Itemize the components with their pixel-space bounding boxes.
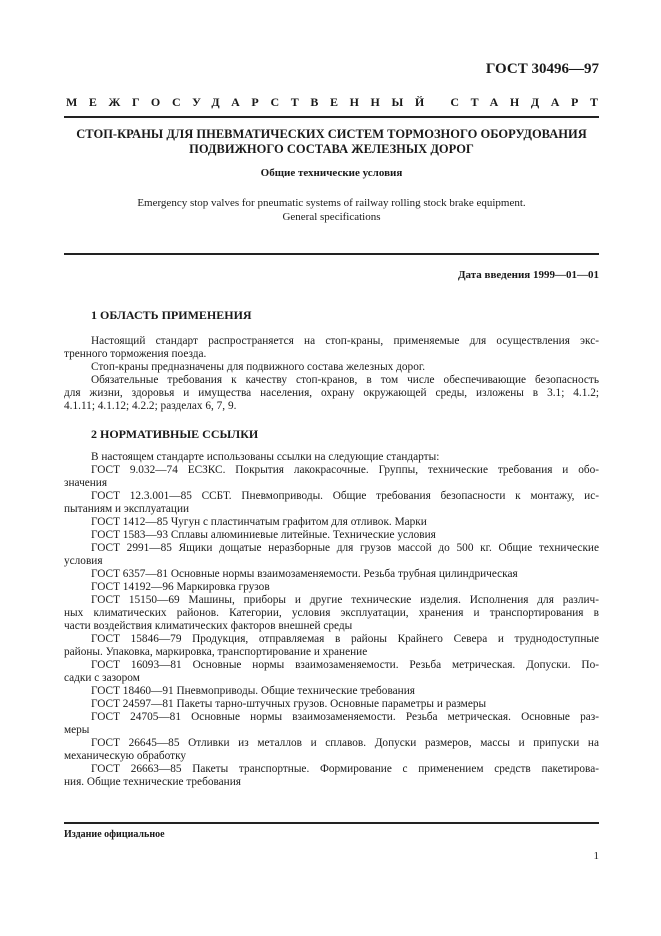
document-title (64, 127, 599, 157)
reference-6: ГОСТ 6357—81 Основные нормы взаимозаменяемости. Резьба трубная цилиндрическая (91, 568, 518, 580)
edition-label: Издание официальное (64, 829, 165, 840)
reference-13-line-2: меры (64, 724, 90, 736)
english-title-line-2: General specifications (282, 211, 381, 223)
reference-15-line-1: ГОСТ 26663—85 Пакеты транспортные. Формирование с применением средств пакетирова- (91, 763, 599, 775)
reference-2-line-1: ГОСТ 12.3.001—85 ССБТ. Пневмоприводы. Общие требования безопасности к монтажу, ис- (91, 490, 599, 502)
section-1-heading: 1 ОБЛАСТЬ ПРИМЕНЕНИЯ (91, 308, 252, 322)
page-number: 1 (593, 850, 599, 862)
reference-4: ГОСТ 1583—93 Сплавы алюминиевые литейные. Технические условия (91, 529, 436, 541)
section-1-paragraph-1-line-1: Настоящий стандарт распространяется на стоп-краны, применяемые для осуществления экс- (91, 335, 599, 347)
reference-15-line-2: ния. Общие технические требования (64, 776, 241, 788)
reference-14-line-1: ГОСТ 26645—85 Отливки из металлов и сплавов. Допуски размеров, массы и припуски на (91, 737, 599, 749)
reference-13-line-1: ГОСТ 24705—81 Основные нормы взаимозаменяемости. Резьба метрическая. Основные раз- (91, 711, 599, 723)
reference-5-line-1: ГОСТ 2991—85 Ящики дощатые неразборные для грузов массой до 500 кг. Общие технические (91, 542, 599, 554)
header-divider (64, 116, 599, 118)
reference-10-line-1: ГОСТ 16093—81 Основные нормы взаимозаменяемости. Резьба метрическая. Допуски. По- (91, 659, 599, 671)
reference-2-line-2: пытаниям и эксплуатации (64, 503, 190, 515)
section-2-intro: В настоящем стандарте использованы ссылки на следующие стандарты: (91, 451, 440, 463)
reference-1-line-1: ГОСТ 9.032—74 ЕСЗКС. Покрытия лакокрасочные. Группы, технические требования и обо- (91, 464, 599, 476)
section-1-paragraph-3-line-2: для жизни, здоровья и имущества населения, охрану окружающей среды, изложены в 3.1; 4.1.2; (64, 387, 599, 399)
reference-5-line-2: условия (64, 555, 103, 567)
title-divider (64, 253, 599, 255)
title-line-1: СТОП-КРАНЫ ДЛЯ ПНЕВМАТИЧЕСКИХ СИСТЕМ ТОРМОЗНОГО ОБОРУДОВАНИЯ (76, 127, 587, 141)
section-1-paragraph-2: Стоп-краны предназначены для подвижного состава железных дорог. (91, 361, 426, 373)
reference-3: ГОСТ 1412—85 Чугун с пластинчатым графитом для отливок. Марки (91, 516, 427, 528)
reference-14-line-2: механическую обработку (64, 750, 187, 762)
reference-9-line-1: ГОСТ 15846—79 Продукция, отправляемая в районы Крайнего Севера и труднодоступные (91, 633, 599, 645)
section-1-paragraph-1-line-2: тренного торможения поезда. (64, 348, 207, 360)
english-title (64, 196, 599, 224)
section-2-heading: 2 НОРМАТИВНЫЕ ССЫЛКИ (91, 427, 259, 441)
section-1-paragraph-3-line-3: 4.1.11; 4.1.12; 4.2.2; разделах 6, 7, 9. (64, 400, 237, 412)
reference-12: ГОСТ 24597—81 Пакеты тарно-штучных грузов. Основные параметры и размеры (91, 698, 487, 710)
title-line-2: ПОДВИЖНОГО СОСТАВА ЖЕЛЕЗНЫХ ДОРОГ (189, 142, 474, 156)
reference-10-line-2: садки с зазором (64, 672, 140, 684)
reference-8-line-3: части воздействия климатических факторов внешней среды (64, 620, 353, 632)
reference-8-line-2: ных климатических районов. Категории, условия эксплуатации, хранения и транспортирования в (64, 607, 599, 619)
reference-1-line-2: значения (64, 477, 108, 489)
reference-11: ГОСТ 18460—91 Пневмоприводы. Общие технические требования (91, 685, 415, 697)
document-subtitle: Общие технические условия (260, 167, 403, 179)
english-title-line-1: Emergency stop valves for pneumatic systems of railway rolling stock brake equipment. (137, 197, 526, 209)
reference-8-line-1: ГОСТ 15150—69 Машины, приборы и другие технические изделия. Исполнения для различ- (91, 594, 599, 606)
section-1-paragraph-3-line-1: Обязательные требования к качеству стоп-кранов, в том числе обеспечивающие безопасность (91, 374, 599, 386)
reference-7: ГОСТ 14192—96 Маркировка грузов (91, 581, 270, 593)
interstate-standard-label: МЕЖГОСУДАРСТВЕННЫЙ СТАНДАРТ (66, 95, 610, 109)
footer-divider (64, 822, 599, 824)
intro-date: Дата введения 1999—01—01 (457, 269, 599, 281)
standard-number: ГОСТ 30496—97 (485, 61, 599, 77)
reference-9-line-2: районы. Упаковка, маркировка, транспортирование и хранение (64, 646, 368, 658)
